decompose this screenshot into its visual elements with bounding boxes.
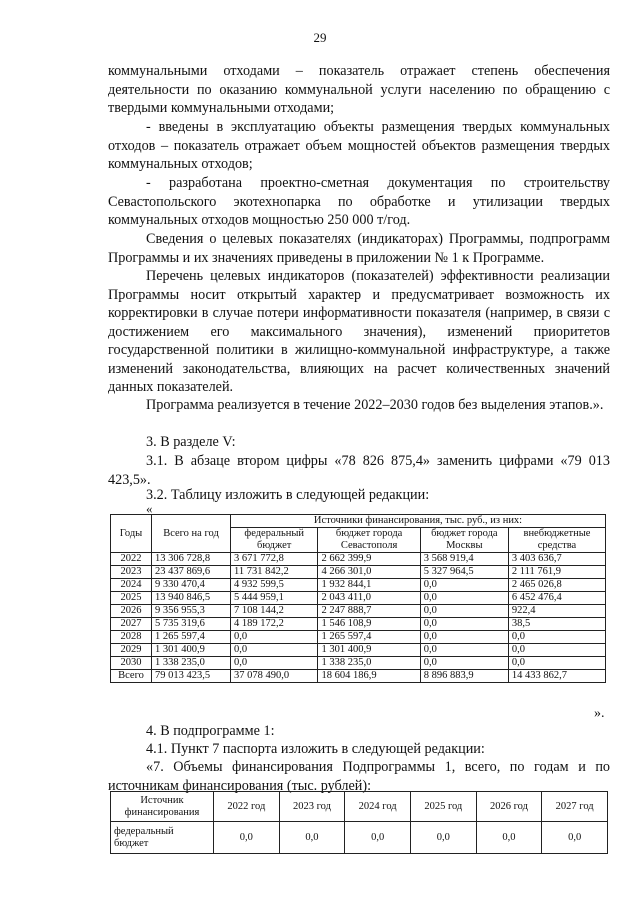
- table-row: [111, 592, 606, 605]
- cell-value: 14 433 862,7: [508, 670, 605, 683]
- cell-value: 2 111 761,9: [508, 566, 605, 579]
- header-year: 2025 год: [410, 792, 476, 822]
- table-row: [111, 566, 606, 579]
- cell-value: 0,0: [231, 631, 318, 644]
- cell-value: 11 731 842,2: [231, 566, 318, 579]
- cell-value: 1 932 844,1: [318, 579, 420, 592]
- cell-value: 2 247 888,7: [318, 605, 420, 618]
- cell-value: 2 043 411,0: [318, 592, 420, 605]
- cell-value: 1 301 400,9: [152, 644, 231, 657]
- cell-value: 0,0: [508, 631, 605, 644]
- cell-value: 79 013 423,5: [152, 670, 231, 683]
- cell-value: 13 940 846,5: [152, 592, 231, 605]
- cell-value: 922,4: [508, 605, 605, 618]
- header-year: 2026 год: [476, 792, 542, 822]
- quote-close: ».: [594, 706, 605, 721]
- cell-value: 0,0: [420, 605, 508, 618]
- subprogram-financing-table: [110, 791, 608, 854]
- table-row: [111, 618, 606, 631]
- cell-value: 4 266 301,0: [318, 566, 420, 579]
- cell-value: 0,0: [420, 657, 508, 670]
- cell-value: 9 330 470,4: [152, 579, 231, 592]
- cell-value: 0,0: [231, 644, 318, 657]
- table-row: [111, 644, 606, 657]
- cell-value: 0,0: [420, 644, 508, 657]
- paragraph-continuation: коммунальными отходами – показатель отражает степень обеспечения деятельности по оказанию коммунальной услуги населению по обращению с твердыми коммунальными отходами;: [108, 63, 610, 116]
- cell-value: 0,0: [508, 657, 605, 670]
- item-3-1: 3.1. В абзаце втором цифры «78 826 875,4» заменить цифрами «79 013 423,5».: [108, 453, 610, 488]
- paragraph-program-period: Программа реализуется в течение 2022–2030 годов без выделения этапов.».: [146, 397, 604, 413]
- header-total: Всего на год: [152, 515, 231, 553]
- cell-value: 1 301 400,9: [318, 644, 420, 657]
- cell-value: 0,0: [476, 822, 542, 854]
- item-4-heading: 4. В подпрограмме 1:: [146, 723, 275, 739]
- item-3-2: 3.2. Таблицу изложить в следующей редакции:: [146, 487, 430, 503]
- cell-value: 13 306 728,8: [152, 553, 231, 566]
- header-year: 2023 год: [279, 792, 345, 822]
- cell-value: 0,0: [542, 822, 608, 854]
- cell-value: 2 465 026,8: [508, 579, 605, 592]
- paragraph-bullet-objects: - введены в эксплуатацию объекты размещения твердых коммунальных отходов – показатель отражает объем мощностей объектов размещения твердых коммунальных отходов;: [108, 119, 610, 172]
- cell-year: 2027: [111, 618, 152, 631]
- table-row: [111, 670, 606, 683]
- table-row: [111, 657, 606, 670]
- item-7-financing: «7. Объемы финансирования Подпрограммы 1, всего, по годам и по источникам финансирования (тыс. рублей):: [108, 759, 610, 794]
- table-row: [111, 605, 606, 618]
- header-sevastopol: бюджет города Севастополя: [318, 528, 420, 553]
- cell-value: 4 932 599,5: [231, 579, 318, 592]
- row-label-federal: федеральный бюджет: [111, 822, 214, 854]
- cell-value: 0,0: [420, 592, 508, 605]
- header-year: 2027 год: [542, 792, 608, 822]
- paragraph-indicators-info: Сведения о целевых показателях (индикаторах) Программы, подпрограмм Программы и их значениях приведены в приложении № 1 к Программе.: [108, 231, 610, 266]
- paragraph-indicators-list: Перечень целевых индикаторов (показателей) эффективности реализации Программы носит открытый характер и предусматривает возможность их корректировки в случае потери информативности показателя (например, в связи с достижением его максимального значения), изменений приоритетов государственной политики в жилищно-коммунальной инфраструктуре, а также изменений законодательства, влияющих на расчет количественных значений данных показателей.: [108, 268, 610, 395]
- table-row: [111, 579, 606, 592]
- header-year: 2024 год: [345, 792, 411, 822]
- cell-value: 1 265 597,4: [152, 631, 231, 644]
- table-row: [111, 631, 606, 644]
- cell-value: 1 265 597,4: [318, 631, 420, 644]
- cell-year: 2024: [111, 579, 152, 592]
- cell-value: 18 604 186,9: [318, 670, 420, 683]
- cell-value: 0,0: [420, 631, 508, 644]
- cell-year: Всего: [111, 670, 152, 683]
- cell-value: 3 671 772,8: [231, 553, 318, 566]
- cell-value: 5 444 959,1: [231, 592, 318, 605]
- item-4-1: 4.1. Пункт 7 паспорта изложить в следующей редакции:: [146, 741, 485, 757]
- cell-value: 37 078 490,0: [231, 670, 318, 683]
- header-moscow: бюджет города Москвы: [420, 528, 508, 553]
- header-sources: Источники финансирования, тыс. руб., из них:: [231, 515, 606, 528]
- cell-value: 3 403 636,7: [508, 553, 605, 566]
- cell-year: 2026: [111, 605, 152, 618]
- header-federal: федеральный бюджет: [231, 528, 318, 553]
- cell-year: 2029: [111, 644, 152, 657]
- cell-value: 2 662 399,9: [318, 553, 420, 566]
- cell-year: 2022: [111, 553, 152, 566]
- cell-year: 2025: [111, 592, 152, 605]
- cell-value: 5 735 319,6: [152, 618, 231, 631]
- header-source: Источник финансирования: [111, 792, 214, 822]
- cell-value: 0,0: [214, 822, 280, 854]
- cell-value: 4 189 172,2: [231, 618, 318, 631]
- table-row: [111, 553, 606, 566]
- cell-value: 0,0: [279, 822, 345, 854]
- header-year: 2022 год: [214, 792, 280, 822]
- cell-value: 7 108 144,2: [231, 605, 318, 618]
- section-5-heading: 3. В разделе V:: [146, 434, 236, 450]
- header-years: Годы: [111, 515, 152, 553]
- cell-value: 0,0: [345, 822, 411, 854]
- paragraph-bullet-docs: - разработана проектно-сметная документация по строительству Севастопольского экотехнопарка по обработке и утилизации твердых коммунальных отходов мощностью 250 000 т/год.: [108, 175, 610, 228]
- cell-value: 0,0: [231, 657, 318, 670]
- cell-value: 9 356 955,3: [152, 605, 231, 618]
- cell-value: 0,0: [420, 618, 508, 631]
- cell-value: 0,0: [508, 644, 605, 657]
- cell-value: 23 437 869,6: [152, 566, 231, 579]
- cell-value: 3 568 919,4: [420, 553, 508, 566]
- cell-value: 5 327 964,5: [420, 566, 508, 579]
- cell-value: 38,5: [508, 618, 605, 631]
- quote-open: «: [146, 501, 153, 516]
- financing-table: [110, 514, 606, 683]
- cell-value: 0,0: [410, 822, 476, 854]
- cell-value: 6 452 476,4: [508, 592, 605, 605]
- header-extrabudget: внебюджетные средства: [508, 528, 605, 553]
- cell-value: 1 546 108,9: [318, 618, 420, 631]
- cell-year: 2023: [111, 566, 152, 579]
- cell-value: 0,0: [420, 579, 508, 592]
- cell-year: 2028: [111, 631, 152, 644]
- cell-year: 2030: [111, 657, 152, 670]
- cell-value: 8 896 883,9: [420, 670, 508, 683]
- cell-value: 1 338 235,0: [152, 657, 231, 670]
- cell-value: 1 338 235,0: [318, 657, 420, 670]
- page-number: 29: [313, 30, 327, 45]
